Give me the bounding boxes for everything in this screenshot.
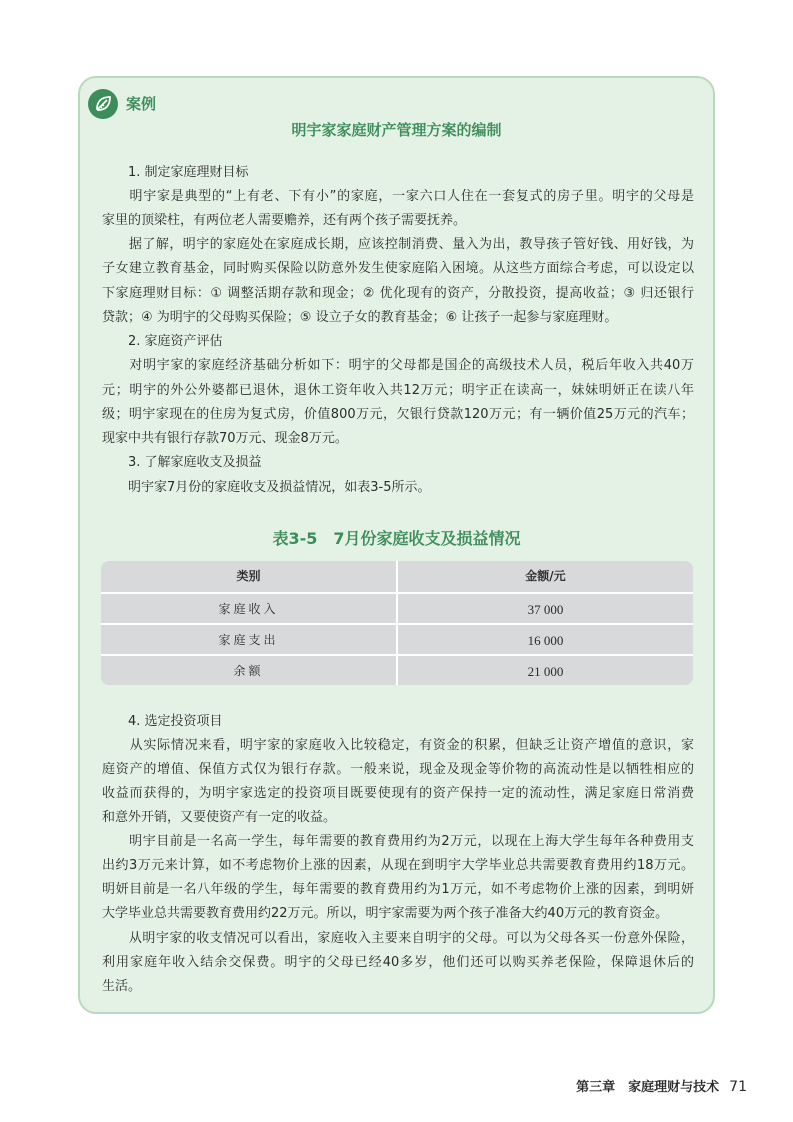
table-cell-category: 家庭收入 (101, 594, 398, 625)
paragraph-line: 出约3万元来计算，如不考虑物价上涨的因素，从现在到明宇大学毕业总共需要教育费用约18万元。 (102, 858, 694, 873)
paragraph-line: 家里的顶梁柱，有两位老人需要赡养，还有两个孩子需要抚养。 (102, 213, 467, 228)
paragraph-line: 明宇家7月份的家庭收支及损益情况，如表3-5所示。 (128, 480, 431, 495)
chapter-title: 第三章 家庭理财与技术 (576, 1080, 720, 1095)
table-cell-amount: 37 000 (527, 602, 564, 617)
paragraph-line: 和意外开销，又要使资产有一定的收益。 (102, 810, 337, 825)
table-cell-category: 家庭支出 (101, 625, 398, 656)
income-table (101, 561, 693, 685)
paragraph-line: 利用家庭年收入结余交保费。明宇的父母已经40多岁，他们还可以购买养老保险，保障退休后的 (102, 955, 694, 970)
paragraph-line: 收益而获得的，为明宇家选定的投资项目既要使现有的资产保持一定的流动性，满足家庭日常消费 (102, 786, 694, 801)
paragraph-line: 明宇家是典型的“上有老、下有小”的家庭，一家六口人住在一套复式的房子里。明宇的父母是 (102, 189, 694, 204)
paragraph-line: 生活。 (102, 979, 142, 994)
paragraph-line: 级；明宇家现在的住房为复式房，价值800万元，欠银行贷款120万元；有一辆价值25万元的汽车； (102, 407, 694, 422)
paragraph-line: 据了解，明宇的家庭处在家庭成长期，应该控制消费、量入为出，教导孩子管好钱、用好钱，为 (102, 237, 694, 252)
page-number: 71 (729, 1079, 747, 1095)
table-title: 表3-5 7月份家庭收支及损益情况 (272, 529, 521, 548)
case-leaf-icon (88, 89, 118, 119)
paragraph-line: 从实际情况来看，明宇家的家庭收入比较稳定，有资金的积累，但缺乏让资产增值的意识，家 (102, 738, 694, 753)
paragraph-line: 从明宇家的收支情况可以看出，家庭收入主要来自明宇的父母。可以为父母各买一份意外保险， (102, 931, 694, 946)
case-title: 明宇家家庭财产管理方案的编制 (291, 121, 502, 139)
table-row (101, 592, 693, 625)
table-row (101, 623, 693, 656)
section-heading-3: 3. 了解家庭收支及损益 (128, 455, 262, 470)
table-cell-amount: 21 000 (527, 664, 564, 679)
table-cell-amount: 16 000 (527, 633, 564, 648)
paragraph-line: 明宇目前是一名高一学生，每年需要的教育费用约为2万元，以现在上海大学生每年各种费用支 (102, 834, 694, 849)
paragraph-line: 下家庭理财目标：① 调整活期存款和现金；② 优化现有的资产，分散投资，提高收益；③ 归还银行 (102, 286, 694, 301)
paragraph-line: 元；明宇的外公外婆都已退休，退休工资年收入共12万元；明宇正在读高一，妹妹明妍正在读八年 (102, 383, 694, 398)
table-row (101, 654, 693, 685)
table-cell-category: 余额 (101, 656, 398, 685)
paragraph-line: 对明宇家的家庭经济基础分析如下：明宇的父母都是国企的高级技术人员，税后年收入共40万 (102, 358, 694, 373)
table-header-category: 类别 (101, 561, 398, 592)
section-heading-2: 2. 家庭资产评估 (128, 334, 223, 349)
paragraph-line: 子女建立教育基金，同时购买保险以防意外发生使家庭陷入困境。从这些方面综合考虑，可以设定以 (102, 261, 694, 276)
case-label: 案例 (126, 95, 157, 113)
table-header-row (101, 561, 693, 592)
paragraph-line: 大学毕业总共需要教育费用约22万元。所以，明宇家需要为两个孩子准备大约40万元的教育资金。 (102, 906, 669, 921)
section-heading-4: 4. 选定投资项目 (128, 714, 223, 729)
paragraph-line: 庭资产的增值、保值方式仅为银行存款。一般来说，现金及现金等价物的高流动性是以牺牲相应的 (102, 762, 694, 777)
table-header-amount: 金额/元 (525, 569, 566, 583)
paragraph-line: 贷款；④ 为明宇的父母购买保险；⑤ 设立子女的教育基金；⑥ 让孩子一起参与家庭理财。 (102, 310, 618, 325)
paragraph-line: 现家中共有银行存款70万元、现金8万元。 (102, 431, 348, 446)
section-heading-1: 1. 制定家庭理财目标 (128, 165, 249, 180)
paragraph-line: 明妍目前是一名八年级的学生，每年需要的教育费用约为1万元，如不考虑物价上涨的因素，到明妍 (102, 882, 694, 897)
page-footer (576, 1076, 747, 1095)
